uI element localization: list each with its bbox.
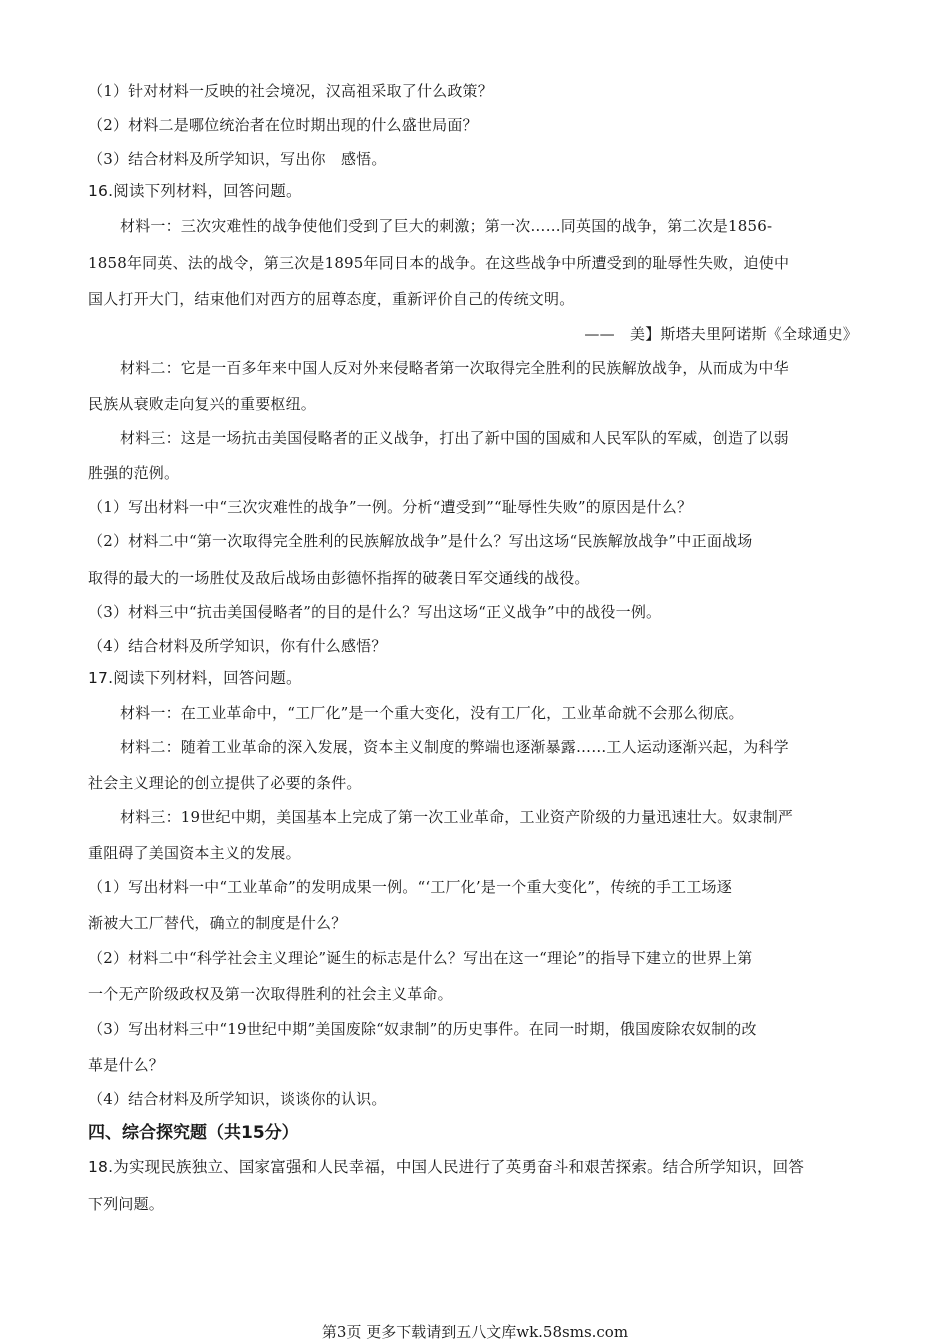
q16-material1-line3: 国人打开大门，结束他们对西方的屈尊态度，重新评价自己的传统文明。 — [88, 290, 575, 308]
q17-sub3-line2: 革是什么？ — [88, 1056, 165, 1074]
q17-material3-line1: 材料三：19世纪中期，美国基本上完成了第一次工业革命，工业资产阶级的力量迅速壮大。奴隶制严 — [120, 808, 794, 826]
q17-sub2-line2: 一个无产阶级政权及第一次取得胜利的社会主义革命。 — [88, 985, 453, 1003]
q15-sub3: （3）结合材料及所学知识，写出你 感悟。 — [88, 150, 387, 168]
q16-material1-line2: 1858年同英、法的战令，第三次是1895年同日本的战争。在这些战争中所遭受到的耻辱性失败，迫使中 — [88, 254, 790, 272]
q17-sub1-line1: （1）写出材料一中“工业革命”的发明成果一例。“‘工厂化’是一个重大变化”，传统的手工工场逐 — [88, 878, 732, 896]
page-footer: 第3页 更多下载请到五八文库wk.58sms.com — [321, 1323, 629, 1341]
q17-sub2-line1: （2）材料二中“科学社会主义理论”诞生的标志是什么？写出在这一“理论”的指导下建立的世界上第 — [88, 949, 753, 967]
q17-material2-line1: 材料二：随着工业革命的深入发展，资本主义制度的弊端也逐渐暴露……工人运动逐渐兴起，为科学 — [120, 738, 789, 756]
q18-line1: 18.为实现民族独立、国家富强和人民幸福，中国人民进行了英勇奋斗和艰苦探索。结合所学知识，回答 — [88, 1158, 805, 1176]
q17-sub3-line1: （3）写出材料三中“19世纪中期”美国废除“奴隶制”的历史事件。在同一时期，俄国废除农奴制的改 — [88, 1020, 757, 1038]
q16-material3-line1: 材料三：这是一场抗击美国侵略者的正义战争，打出了新中国的国威和人民军队的军威，创造了以弱 — [120, 429, 789, 447]
q15-sub2: （2）材料二是哪位统治者在位时期出现的什么盛世局面？ — [88, 116, 478, 134]
q17-material3-line2: 重阻碍了美国资本主义的发展。 — [88, 844, 301, 862]
q17-sub1-line2: 渐被大工厂替代，确立的制度是什么？ — [88, 914, 347, 932]
section-heading: 四、综合探究题（共15分） — [88, 1123, 299, 1143]
q16-material2-line2: 民族从衰败走向复兴的重要枢纽。 — [88, 395, 317, 413]
q17-material1: 材料一：在工业革命中，“工厂化”是一个重大变化，没有工厂化，工业革命就不会那么彻底。 — [120, 704, 744, 722]
q17-material2-line2: 社会主义理论的创立提供了必要的条件。 — [88, 774, 362, 792]
q16-sub1: （1）写出材料一中“三次灾难性的战争”一例。分析“遭受到”“耻辱性失败”的原因是什么？ — [88, 498, 693, 516]
q16-title: 16.阅读下列材料，回答问题。 — [88, 182, 302, 200]
q17-sub4: （4）结合材料及所学知识，谈谈你的认识。 — [88, 1090, 387, 1108]
q16-material1-source: —— 美】斯塔夫里阿诺斯《全球通史》 — [584, 325, 858, 343]
q17-title: 17.阅读下列材料，回答问题。 — [88, 669, 302, 687]
q16-material1-line1: 材料一：三次灾难性的战争使他们受到了巨大的刺激；第一次……同英国的战争，第二次是1856- — [120, 217, 773, 235]
q16-sub4: （4）结合材料及所学知识，你有什么感悟？ — [88, 637, 387, 655]
q15-sub1: （1）针对材料一反映的社会境况，汉高祖采取了什么政策？ — [88, 82, 493, 100]
q16-material2-line1: 材料二：它是一百多年来中国人反对外来侵略者第一次取得完全胜利的民族解放战争，从而成为中华 — [120, 359, 789, 377]
q16-material3-line2: 胜强的范例。 — [88, 464, 180, 482]
q16-sub2-line2: 取得的最大的一场胜仗及敌后战场由彭德怀指挥的破袭日军交通线的战役。 — [88, 569, 590, 587]
q16-sub3: （3）材料三中“抗击美国侵略者”的目的是什么？写出这场“正义战争”中的战役一例。 — [88, 603, 662, 621]
q16-sub2-line1: （2）材料二中“第一次取得完全胜利的民族解放战争”是什么？写出这场“民族解放战争”中正面战场 — [88, 532, 753, 550]
q18-line2: 下列问题。 — [88, 1195, 165, 1213]
